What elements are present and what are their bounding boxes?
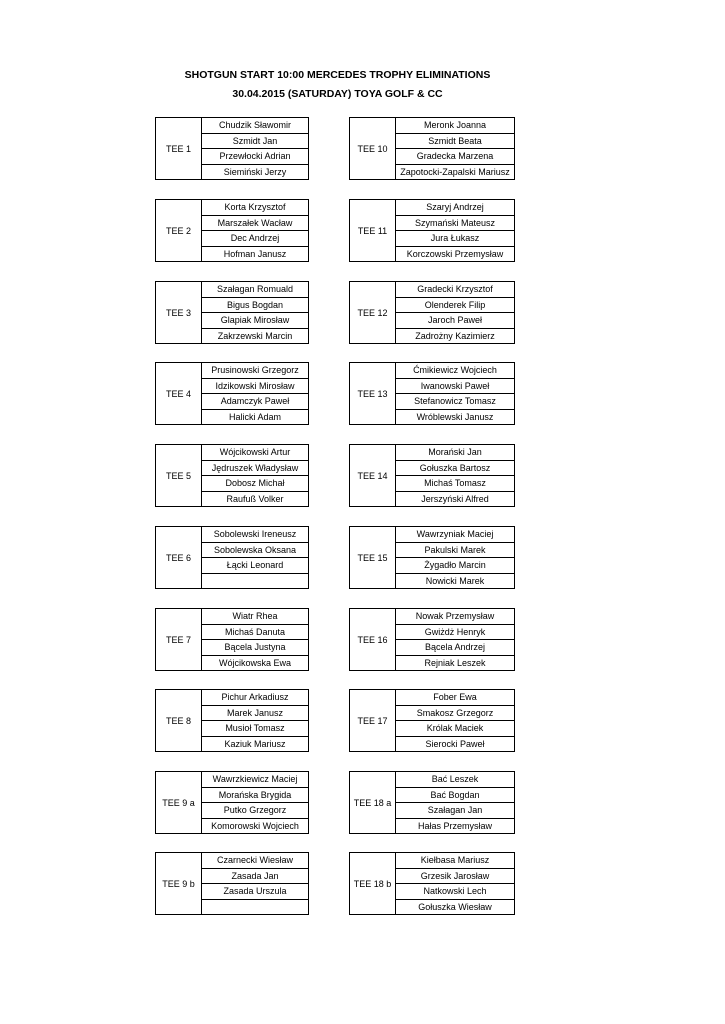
player-name: Michaś Tomasz: [396, 476, 515, 492]
player-name: Gwiżdż Henryk: [396, 624, 515, 640]
table-row: [350, 363, 515, 379]
player-name: Marszałek Wacław: [202, 215, 309, 231]
player-name: Szałagan Romuald: [202, 282, 309, 298]
player-name: Szmidt Beata: [396, 133, 515, 149]
player-name: Natkowski Lech: [396, 884, 515, 900]
player-name: [202, 899, 309, 915]
tee-label: TEE 11: [350, 200, 396, 262]
player-name: Korta Krzysztof: [202, 200, 309, 216]
table-row: [156, 200, 309, 216]
player-name: Żygadło Marcin: [396, 558, 515, 574]
player-name: Jędruszek Władysław: [202, 460, 309, 476]
player-name: Jerszyński Alfred: [396, 491, 515, 507]
table-row: [156, 527, 309, 543]
player-name: Sierocki Paweł: [396, 736, 515, 752]
tee-label: TEE 18 a: [350, 772, 396, 834]
tee-group-table: [155, 852, 309, 915]
tee-group-table: [349, 117, 515, 180]
player-name: Szaryj Andrzej: [396, 200, 515, 216]
tee-group-table: [349, 852, 515, 915]
table-row: [350, 282, 515, 298]
player-name: Pakulski Marek: [396, 542, 515, 558]
player-name: Jaroch Paweł: [396, 313, 515, 329]
tee-label: TEE 3: [156, 282, 202, 344]
table-row: [350, 690, 515, 706]
table-row: [156, 609, 309, 625]
page-title: SHOTGUN START 10:00 MERCEDES TROPHY ELIMINATIONS: [184, 69, 491, 81]
table-row: [350, 118, 515, 134]
tee-group-table: [155, 771, 309, 834]
player-name: Zasada Urszula: [202, 884, 309, 900]
tee-label: TEE 14: [350, 445, 396, 507]
table-row: [156, 118, 309, 134]
player-name: Przewłocki Adrian: [202, 149, 309, 165]
player-name: Szmidt Jan: [202, 133, 309, 149]
player-name: Sobolewska Oksana: [202, 542, 309, 558]
player-name: Glapiak Mirosław: [202, 313, 309, 329]
player-name: Nowicki Marek: [396, 573, 515, 589]
tee-group-table: [155, 689, 309, 752]
tee-label: TEE 5: [156, 445, 202, 507]
player-name: Bącela Andrzej: [396, 640, 515, 656]
tee-group-table: [155, 608, 309, 671]
player-name: Dobosz Michał: [202, 476, 309, 492]
player-name: Marek Janusz: [202, 705, 309, 721]
player-name: Zapotocki-Zapalski Mariusz: [396, 164, 515, 180]
tee-label: TEE 9 a: [156, 772, 202, 834]
tee-group-table: [155, 526, 309, 589]
player-name: Czarnecki Wiesław: [202, 853, 309, 869]
player-name: Dec Andrzej: [202, 231, 309, 247]
player-name: Gołuszka Wiesław: [396, 899, 515, 915]
player-name: Wiatr Rhea: [202, 609, 309, 625]
player-name: Sobolewski Ireneusz: [202, 527, 309, 543]
player-name: Bać Bogdan: [396, 787, 515, 803]
player-name: Halicki Adam: [202, 409, 309, 425]
tee-label: TEE 1: [156, 118, 202, 180]
player-name: Komorowski Wojciech: [202, 818, 309, 834]
player-name: Morańska Brygida: [202, 787, 309, 803]
tee-label: TEE 9 b: [156, 853, 202, 915]
player-name: Szałagan Jan: [396, 803, 515, 819]
player-name: Michaś Danuta: [202, 624, 309, 640]
player-name: Wawrzkiewicz Maciej: [202, 772, 309, 788]
player-name: Morański Jan: [396, 445, 515, 461]
player-name: Siemiński Jerzy: [202, 164, 309, 180]
player-name: Bącela Justyna: [202, 640, 309, 656]
tee-label: TEE 17: [350, 690, 396, 752]
player-name: Kiełbasa Mariusz: [396, 853, 515, 869]
player-name: Korczowski Przemysław: [396, 246, 515, 262]
player-name: Idzikowski Mirosław: [202, 378, 309, 394]
tee-label: TEE 15: [350, 527, 396, 589]
player-name: Raufuß Volker: [202, 491, 309, 507]
tee-label: TEE 7: [156, 609, 202, 671]
tee-group-table: [349, 608, 515, 671]
player-name: Kaziuk Mariusz: [202, 736, 309, 752]
player-name: Pichur Arkadiusz: [202, 690, 309, 706]
tee-group-table: [349, 444, 515, 507]
tee-label: TEE 13: [350, 363, 396, 425]
tee-label: TEE 18 b: [350, 853, 396, 915]
player-name: Bać Leszek: [396, 772, 515, 788]
tee-group-table: [155, 444, 309, 507]
table-row: [156, 853, 309, 869]
player-name: Prusinowski Grzegorz: [202, 363, 309, 379]
tee-group-table: [349, 362, 515, 425]
player-name: Zasada Jan: [202, 868, 309, 884]
tee-group-table: [155, 199, 309, 262]
player-name: Putko Grzegorz: [202, 803, 309, 819]
player-name: Meronk Joanna: [396, 118, 515, 134]
tee-label: TEE 10: [350, 118, 396, 180]
table-row: [350, 527, 515, 543]
player-name: Smakosz Grzegorz: [396, 705, 515, 721]
table-row: [156, 445, 309, 461]
page-subtitle: 30.04.2015 (SATURDAY) TOYA GOLF & CC: [232, 88, 443, 100]
tee-group-table: [155, 362, 309, 425]
table-row: [156, 690, 309, 706]
player-name: Wawrzyniak Maciej: [396, 527, 515, 543]
table-row: [156, 282, 309, 298]
player-name: Zadrożny Kazimierz: [396, 328, 515, 344]
player-name: Olenderek Filip: [396, 297, 515, 313]
table-row: [350, 772, 515, 788]
tee-group-table: [349, 689, 515, 752]
player-name: Stefanowicz Tomasz: [396, 394, 515, 410]
tee-group-table: [349, 771, 515, 834]
player-name: Gradecka Marzena: [396, 149, 515, 165]
table-row: [156, 772, 309, 788]
player-name: Gołuszka Bartosz: [396, 460, 515, 476]
player-name: Ćmikiewicz Wojciech: [396, 363, 515, 379]
player-name: Łącki Leonard: [202, 558, 309, 574]
player-name: Hałas Przemysław: [396, 818, 515, 834]
player-name: Adamczyk Paweł: [202, 394, 309, 410]
player-name: Wójcikowska Ewa: [202, 655, 309, 671]
player-name: Chudzik Sławomir: [202, 118, 309, 134]
tee-group-table: [349, 526, 515, 589]
player-name: Zakrzewski Marcin: [202, 328, 309, 344]
tee-label: TEE 8: [156, 690, 202, 752]
tee-label: TEE 2: [156, 200, 202, 262]
tee-group-table: [349, 199, 515, 262]
player-name: Gradecki Krzysztof: [396, 282, 515, 298]
tee-group-table: [155, 117, 309, 180]
player-name: Królak Maciek: [396, 721, 515, 737]
player-name: Jura Łukasz: [396, 231, 515, 247]
player-name: Wróblewski Janusz: [396, 409, 515, 425]
tee-label: TEE 12: [350, 282, 396, 344]
player-name: Fober Ewa: [396, 690, 515, 706]
tee-label: TEE 16: [350, 609, 396, 671]
tee-label: TEE 6: [156, 527, 202, 589]
table-row: [156, 363, 309, 379]
player-name: [202, 573, 309, 589]
tee-group-table: [349, 281, 515, 344]
player-name: Musioł Tomasz: [202, 721, 309, 737]
tee-label: TEE 4: [156, 363, 202, 425]
table-row: [350, 200, 515, 216]
tee-group-table: [155, 281, 309, 344]
player-name: Wójcikowski Artur: [202, 445, 309, 461]
player-name: Grzesik Jarosław: [396, 868, 515, 884]
table-row: [350, 853, 515, 869]
player-name: Iwanowski Paweł: [396, 378, 515, 394]
player-name: Bigus Bogdan: [202, 297, 309, 313]
player-name: Nowak Przemysław: [396, 609, 515, 625]
player-name: Hofman Janusz: [202, 246, 309, 262]
player-name: Rejniak Leszek: [396, 655, 515, 671]
table-row: [350, 445, 515, 461]
table-row: [350, 609, 515, 625]
player-name: Szymański Mateusz: [396, 215, 515, 231]
